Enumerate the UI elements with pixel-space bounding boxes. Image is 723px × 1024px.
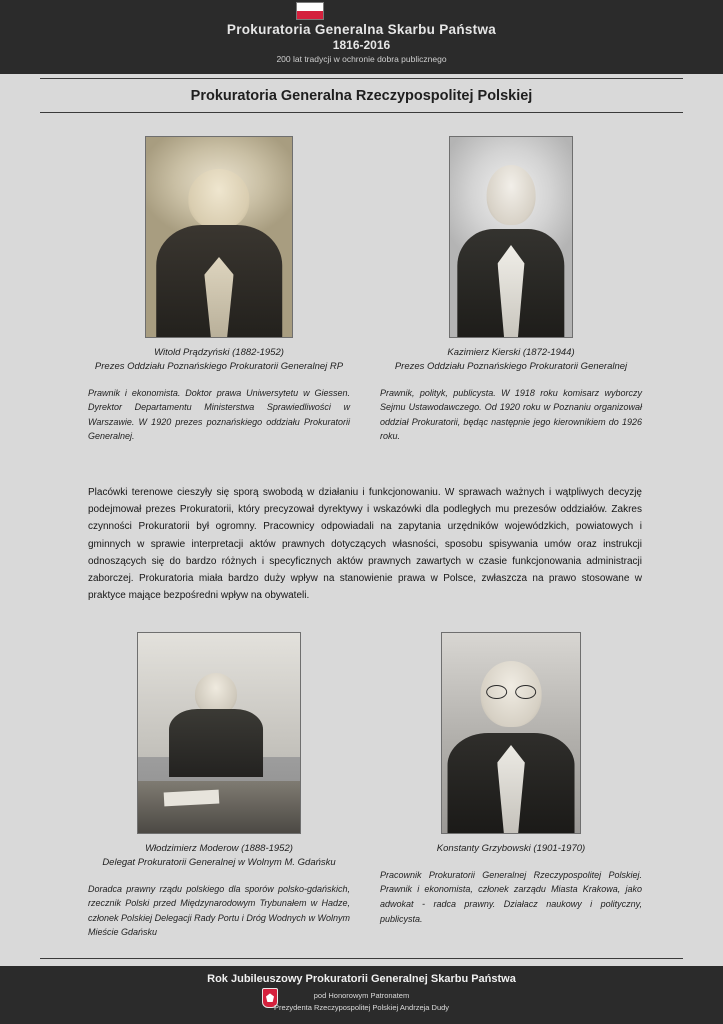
portrait-photo-1	[145, 136, 293, 338]
portrait-photo-4	[441, 632, 581, 834]
portrait-photo-2	[449, 136, 573, 338]
flag-white-stripe	[297, 3, 323, 11]
profile-role-2: Prezes Oddziału Poznańskiego Prokuratorii Generalnej	[394, 360, 628, 372]
portrait-image-1	[146, 137, 292, 337]
portrait-body-3	[169, 709, 263, 777]
eyeglasses-icon	[486, 685, 536, 699]
profile-bio-1: Prawnik i ekonomista. Doktor prawa Uniwersytetu w Giessen. Dyrektor Departamentu Ministerstwa Sprawiedliwości w Warszawie. W 1920 prezes poznańskiego oddziału Prokuratorii Generalnej.	[88, 387, 350, 442]
profile-name-3: Włodzimierz Moderow (1888-1952)	[145, 843, 293, 854]
header-band	[0, 0, 723, 74]
headline-divider-top	[40, 78, 683, 79]
polish-flag-icon	[296, 2, 324, 20]
portrait-image-4	[442, 633, 580, 833]
profile-bio-2: Prawnik, polityk, publicysta. W 1918 roku komisarz wyborczy Sejmu Ustawodawczego. Od 1920 roku w Poznaniu organizował oddział Prokuratorii, będąc następnie jego kierownikiem do 1926 roku.	[380, 387, 642, 442]
profile-name-1: Witold Prądzyński (1882-1952)	[154, 347, 284, 358]
portrait-paper-3	[164, 790, 220, 807]
portrait-photo-3	[137, 632, 301, 834]
flag-red-stripe	[297, 11, 323, 19]
footer-line-2: Prezydenta Rzeczypospolitej Polskiej Andrzeja Dudy	[273, 1003, 450, 1012]
profile-card-4	[380, 632, 642, 926]
footer-divider	[40, 958, 683, 959]
footer-title: Rok Jubileuszowy Prokuratorii Generalnej Skarbu Państwa	[207, 973, 516, 985]
portrait-head-1	[188, 169, 249, 229]
header-subtitle: 200 lat tradycji w ochronie dobra publicznego	[276, 54, 447, 64]
portrait-desk-3	[138, 781, 300, 833]
portrait-image-2	[450, 137, 572, 337]
portrait-head-2	[487, 165, 536, 225]
header-title: Prokuratoria Generalna Skarbu Państwa	[226, 22, 497, 37]
header-years: 1816-2016	[332, 38, 391, 52]
page-title: Prokuratoria Generalna Rzeczypospolitej Polskiej	[190, 88, 533, 104]
headline-divider-bottom	[40, 112, 683, 113]
profile-card-1	[88, 136, 350, 444]
footer-line-1: pod Honorowym Patronatem	[313, 991, 410, 1000]
profile-role-3: Delegat Prokuratorii Generalnej w Wolnym M. Gdańsku	[102, 856, 336, 868]
profile-card-3	[88, 632, 350, 940]
profile-name-2: Kazimierz Kierski (1872-1944)	[447, 347, 575, 358]
profile-bio-3: Doradca prawny rządu polskiego dla sporów polsko-gdańskich, rzecznik Polski przed Międzynarodowym Trybunałem w Hadze, członek Polskiej Delegacji Rady Portu i Dróg Wodnych w Wolnym Mieście Gdańsku	[88, 883, 350, 938]
profile-role-1: Prezes Oddziału Poznańskiego Prokuratorii Generalnej RP	[94, 360, 344, 372]
profile-card-2	[380, 136, 642, 444]
profile-name-4: Konstanty Grzybowski (1901-1970)	[436, 843, 586, 854]
profile-bio-4: Pracownik Prokuratorii Generalnej Rzeczypospolitej Polskiej. Prawnik i ekonomista, członek zarządu Miasta Krakowa, jako adwokat - radca prawny. Działacz naukowy i polityczny, publicysta.	[380, 869, 642, 924]
portrait-image-3	[138, 633, 300, 833]
body-paragraph: Placówki terenowe cieszyły się sporą swobodą w działaniu i funkcjonowaniu. W sprawach ważnych i wątpliwych decyzję podejmował prezes Prokuratorii, który precyzował dyrektywy i wskazówki dla podległych mu prezesów oddziałów. Zakres czynności Prokuratorii był ogromny. Pracownicy odpowiadali na zapytania urzędników wojewódzkich, powiatowych i gminnych w sprawie interpretacji aktów prawnych dotyczących własności, sposobu spisywania umów oraz instrukcji odnoszących się do bardzo różnych i specyficznych aktów prawnych zawartych w czasie funkcjonowania administracji zaborczej. Prokuratoria miała bardzo duży wpływ na stanowienie prawa w Polsce, zwłaszcza na prawo stosowane w praktyce mające bezpośredni wpływ na obywateli.	[88, 487, 642, 602]
